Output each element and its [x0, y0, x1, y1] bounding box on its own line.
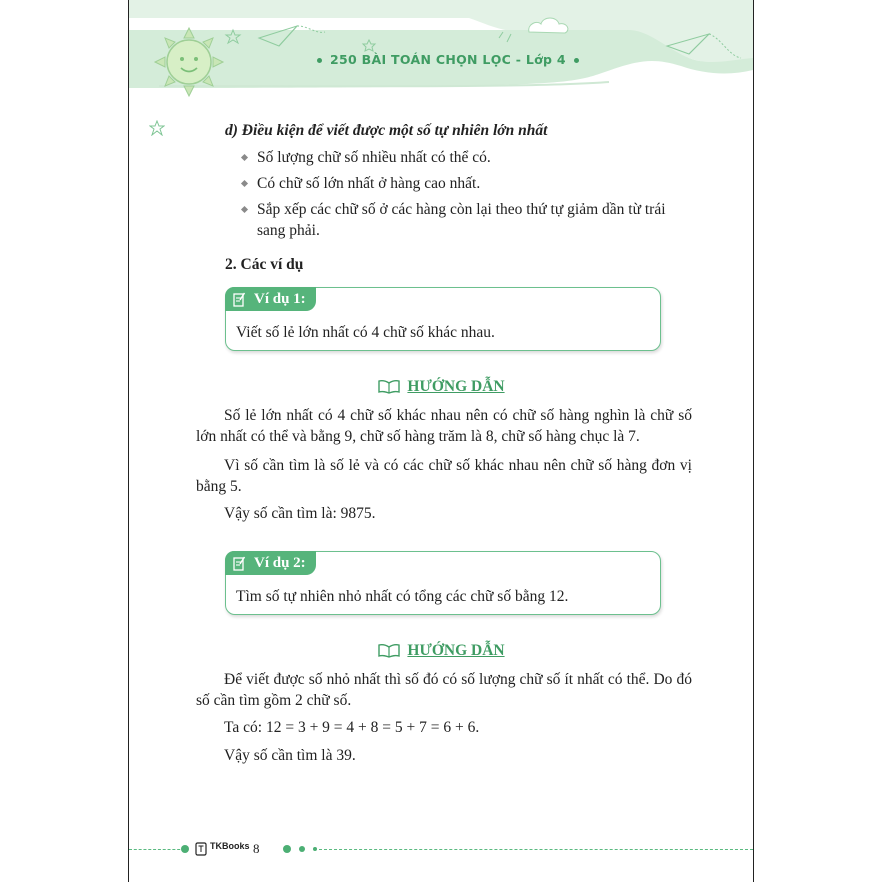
book-icon	[377, 378, 401, 394]
paragraph: Vì số cần tìm là số lẻ và có các chữ số khác nhau nên chữ số hàng đơn vị bằng 5.	[196, 457, 692, 495]
star-icon	[149, 120, 165, 136]
book-page	[128, 0, 754, 882]
example-box-2	[225, 551, 661, 615]
list-item: Sắp xếp các chữ số ở các hàng còn lại theo thứ tự giảm dần từ trái sang phải.	[241, 199, 689, 241]
example-problem: Viết số lẻ lớn nhất có 4 chữ số khác nhau.	[236, 324, 495, 341]
tkbooks-logo-icon	[195, 842, 207, 856]
example-tab	[225, 551, 316, 575]
list-item: Có chữ số lớn nhất ở hàng cao nhất.	[241, 173, 689, 194]
note-icon	[233, 292, 246, 307]
guide-heading: HƯỚNG DẪN	[129, 378, 753, 396]
condition-title: d) Điều kiện để viết được một số tự nhiên lớn nhất	[225, 122, 548, 139]
paragraph: Số lẻ lớn nhất có 4 chữ số khác nhau nên có chữ số hàng nghìn là chữ số lớn nhất có thể và bằng 9, chữ số hàng trăm là 8, chữ số hàng chục là 7.	[196, 407, 692, 445]
paragraph: Ta có: 12 = 3 + 9 = 4 + 8 = 5 + 7 = 6 + 6.	[224, 719, 480, 736]
example-label: Ví dụ 2:	[254, 555, 306, 571]
example-problem: Tìm số tự nhiên nhỏ nhất có tổng các chữ số bằng 12.	[236, 588, 569, 605]
brand-logo: TKBooks	[195, 839, 250, 859]
paragraph: Để viết được số nhỏ nhất thì số đó có số lượng chữ số ít nhất có thể. Do đó số cần tìm gồm 2 chữ số.	[196, 671, 692, 709]
header-title: 250 BÀI TOÁN CHỌN LỌC - Lớp 4	[309, 52, 559, 67]
page-number: 8	[253, 841, 260, 856]
paragraph: Vậy số cần tìm là 39.	[224, 747, 356, 764]
example-tab	[225, 287, 316, 311]
page-footer	[129, 836, 753, 862]
guide-heading: HƯỚNG DẪN	[129, 642, 753, 660]
example-label: Ví dụ 1:	[254, 291, 306, 307]
example-box-1	[225, 287, 661, 351]
paragraph: Vậy số cần tìm là: 9875.	[224, 505, 376, 522]
sun-icon	[155, 28, 223, 96]
list-item: Số lượng chữ số nhiều nhất có thể có.	[241, 147, 689, 168]
section-title: 2. Các ví dụ	[225, 256, 304, 273]
note-icon	[233, 556, 246, 571]
condition-list	[241, 147, 689, 246]
book-icon	[377, 642, 401, 658]
